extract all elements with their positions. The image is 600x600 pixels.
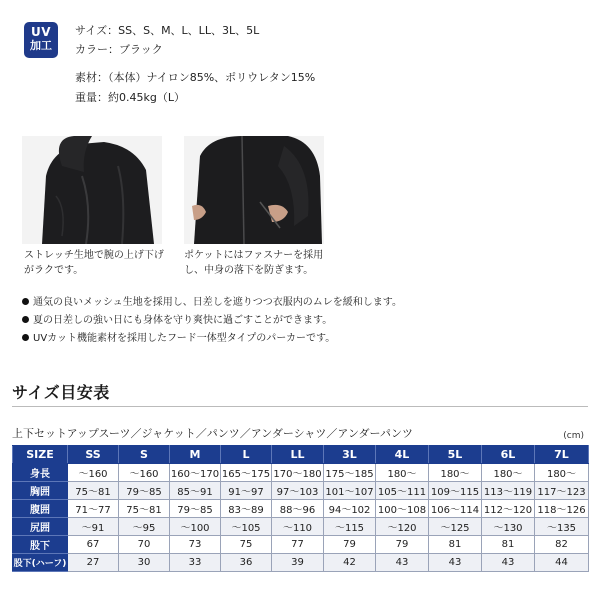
table-row (13, 464, 589, 482)
table-cell: 70 (119, 536, 170, 554)
row-label-inseam-half: 股下(ハーフ) (13, 554, 68, 572)
table-cell: ～120 (376, 518, 429, 536)
table-cell: 43 (429, 554, 482, 572)
table-cell: 44 (535, 554, 589, 572)
feature-bullet-text: UVカット機能素材を採用したフード一体型タイプのパーカーです。 (33, 333, 336, 344)
table-cell: ～135 (535, 518, 589, 536)
size-header: S (119, 446, 170, 464)
table-row (13, 482, 589, 500)
table-cell: 170～180 (272, 464, 324, 482)
table-cell: ～160 (68, 464, 119, 482)
table-cell: 88～96 (272, 500, 324, 518)
table-cell: ～100 (170, 518, 221, 536)
size-header: L (221, 446, 272, 464)
table-cell: 39 (272, 554, 324, 572)
table-cell: 118～126 (535, 500, 589, 518)
table-cell: 180～ (482, 464, 535, 482)
size-header: M (170, 446, 221, 464)
table-cell: ～160 (119, 464, 170, 482)
table-cell: 79～85 (119, 482, 170, 500)
table-cell: 180～ (535, 464, 589, 482)
table-cell: 71～77 (68, 500, 119, 518)
table-cell: 42 (324, 554, 376, 572)
product-photo-arm-stretch (22, 136, 162, 244)
size-header: 3L (324, 446, 376, 464)
size-header: 7L (535, 446, 589, 464)
table-cell: 43 (482, 554, 535, 572)
size-header: 5L (429, 446, 482, 464)
size-header: SS (68, 446, 119, 464)
photo-caption-arm-stretch-line1: ストレッチ生地で腕の上げ下げ (24, 250, 164, 261)
table-cell: 165～175 (221, 464, 272, 482)
table-cell: 77 (272, 536, 324, 554)
table-cell: 160～170 (170, 464, 221, 482)
table-cell: 82 (535, 536, 589, 554)
table-cell: ～105 (221, 518, 272, 536)
table-cell: 97～103 (272, 482, 324, 500)
feature-bullet (22, 296, 402, 310)
table-cell: 106～114 (429, 500, 482, 518)
table-cell: 175～185 (324, 464, 376, 482)
table-cell: 81 (482, 536, 535, 554)
table-cell: 67 (68, 536, 119, 554)
size-header-row (13, 446, 589, 464)
feature-bullet-text: 夏の日差しの強い日にも身体を守り爽快に過ごすことができます。 (33, 315, 333, 326)
row-label-inseam: 股下 (13, 536, 68, 554)
spec-color: カラー：ブラック (75, 43, 163, 56)
table-cell: 79 (376, 536, 429, 554)
unit-label: (cm) (563, 431, 584, 441)
table-cell: ～115 (324, 518, 376, 536)
photo-caption-zip-pocket-line1: ポケットにはファスナーを採用 (184, 250, 324, 261)
table-cell: 75～81 (119, 500, 170, 518)
size-header: LL (272, 446, 324, 464)
row-label-height: 身長 (13, 464, 68, 482)
table-row (13, 500, 589, 518)
table-cell: 112～120 (482, 500, 535, 518)
table-cell: 79～85 (170, 500, 221, 518)
table-cell: ～91 (68, 518, 119, 536)
table-row (13, 554, 589, 572)
table-cell: 83～89 (221, 500, 272, 518)
table-cell: 94～102 (324, 500, 376, 518)
feature-bullet-text: 通気の良いメッシュ生地を採用し、日差しを遮りつつ衣服内のムレを緩和します。 (33, 297, 402, 308)
table-cell: 180～ (429, 464, 482, 482)
table-cell: ～130 (482, 518, 535, 536)
table-cell: 101～107 (324, 482, 376, 500)
photo-caption-zip-pocket-line2: し、中身の落下を防ぎます。 (184, 265, 314, 276)
table-cell: ～95 (119, 518, 170, 536)
uv-badge-bottom: 加工 (30, 39, 52, 52)
table-cell: 73 (170, 536, 221, 554)
size-header: 6L (482, 446, 535, 464)
table-cell: 36 (221, 554, 272, 572)
table-cell: 33 (170, 554, 221, 572)
size-chart-table (12, 445, 589, 572)
table-cell: 117～123 (535, 482, 589, 500)
table-cell: 79 (324, 536, 376, 554)
size-corner-label: SIZE (13, 446, 68, 464)
feature-bullet (22, 332, 335, 346)
table-cell: 85～91 (170, 482, 221, 500)
bullet-dot-icon (22, 334, 29, 341)
spec-weight: 重量：約0.45kg（L） (75, 91, 185, 104)
uv-processing-badge-icon (24, 22, 58, 58)
table-row (13, 518, 589, 536)
uv-badge-top: UV (30, 25, 52, 39)
size-guide-subtitle: 上下セットアップスーツ／ジャケット／パンツ／アンダーシャツ／アンダーパンツ (12, 427, 413, 440)
row-label-chest: 胸囲 (13, 482, 68, 500)
row-label-hip: 尻囲 (13, 518, 68, 536)
size-guide-heading: サイズ目安表 (12, 383, 110, 402)
table-cell: 75～81 (68, 482, 119, 500)
table-cell: 43 (376, 554, 429, 572)
table-cell: ～125 (429, 518, 482, 536)
table-cell: 180～ (376, 464, 429, 482)
table-cell: 100～108 (376, 500, 429, 518)
table-cell: 113～119 (482, 482, 535, 500)
table-cell: 27 (68, 554, 119, 572)
table-cell: 81 (429, 536, 482, 554)
row-label-waist: 腹囲 (13, 500, 68, 518)
table-cell: 30 (119, 554, 170, 572)
table-cell: 91～97 (221, 482, 272, 500)
spec-material: 素材：（本体）ナイロン85%、ポリウレタン15% (75, 71, 316, 84)
table-cell: 105～111 (376, 482, 429, 500)
spec-sizes: サイズ：SS、S、M、L、LL、3L、5L (75, 24, 260, 37)
bullet-dot-icon (22, 298, 29, 305)
feature-bullet (22, 314, 332, 328)
heading-divider (12, 406, 588, 407)
table-row (13, 536, 589, 554)
table-cell: 75 (221, 536, 272, 554)
bullet-dot-icon (22, 316, 29, 323)
table-cell: 109～115 (429, 482, 482, 500)
photo-caption-arm-stretch-line2: がラクです。 (24, 265, 84, 276)
size-header: 4L (376, 446, 429, 464)
table-cell: ～110 (272, 518, 324, 536)
product-photo-zip-pocket (184, 136, 324, 244)
